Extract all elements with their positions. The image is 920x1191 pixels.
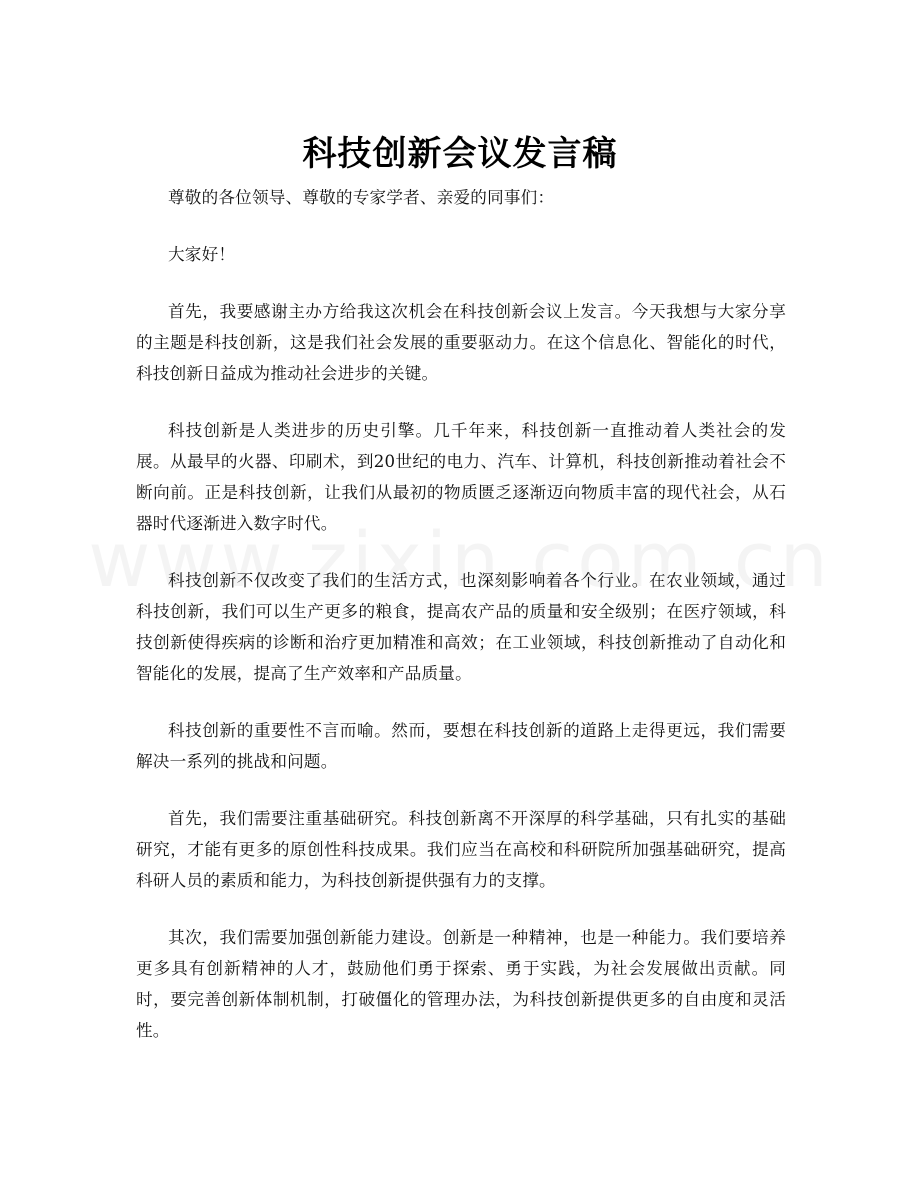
document-body <box>136 182 786 1072</box>
greeting-paragraph: 大家好！ <box>168 245 236 264</box>
body-paragraph-4: 科技创新的重要性不言而喻。然而，要想在科技创新的道路上走得更远，我们需要解决一系列的挑战和问题。 <box>136 721 786 771</box>
document-title: 科技创新会议发言稿 <box>302 133 618 174</box>
body-paragraph-3: 科技创新不仅改变了我们的生活方式，也深刻影响着各个行业。在农业领域，通过科技创新，我们可以生产更多的粮食，提高农产品的质量和安全级别；在医疗领域，科技创新使得疾病的诊断和治疗更加精准和高效；在工业领域，科技创新推动了自动化和智能化的发展，提高了生产效率和产品质量。 <box>136 571 786 683</box>
body-paragraph-5: 首先，我们需要注重基础研究。科技创新离不开深厚的科学基础，只有扎实的基础研究，才能有更多的原创性科技成果。我们应当在高校和科研院所加强基础研究，提高科研人员的素质和能力，为科技创新提供强有力的支撑。 <box>136 809 786 890</box>
body-paragraph-1: 首先，我要感谢主办方给我这次机会在科技创新会议上发言。今天我想与大家分享的主题是科技创新，这是我们社会发展的重要驱动力。在这个信息化、智能化的时代，科技创新日益成为推动社会进步的关键。 <box>136 302 786 383</box>
body-paragraph-6: 其次，我们需要加强创新能力建设。创新是一种精神，也是一种能力。我们要培养更多具有创新精神的人才，鼓励他们勇于探索、勇于实践，为社会发展做出贡献。同时，要完善创新体制机制，打破僵化的管理办法，为科技创新提供更多的自由度和灵活性。 <box>136 928 786 1040</box>
body-paragraph-2: 科技创新是人类进步的历史引擎。几千年来，科技创新一直推动着人类社会的发展。从最早的火器、印刷术，到20世纪的电力、汽车、计算机，科技创新推动着社会不断向前。正是科技创新，让我们从最初的物质匮乏逐渐迈向物质丰富的现代社会，从石器时代逐渐进入数字时代。 <box>136 421 786 533</box>
salutation-paragraph: 尊敬的各位领导、尊敬的专家学者、亲爱的同事们： <box>168 188 555 207</box>
